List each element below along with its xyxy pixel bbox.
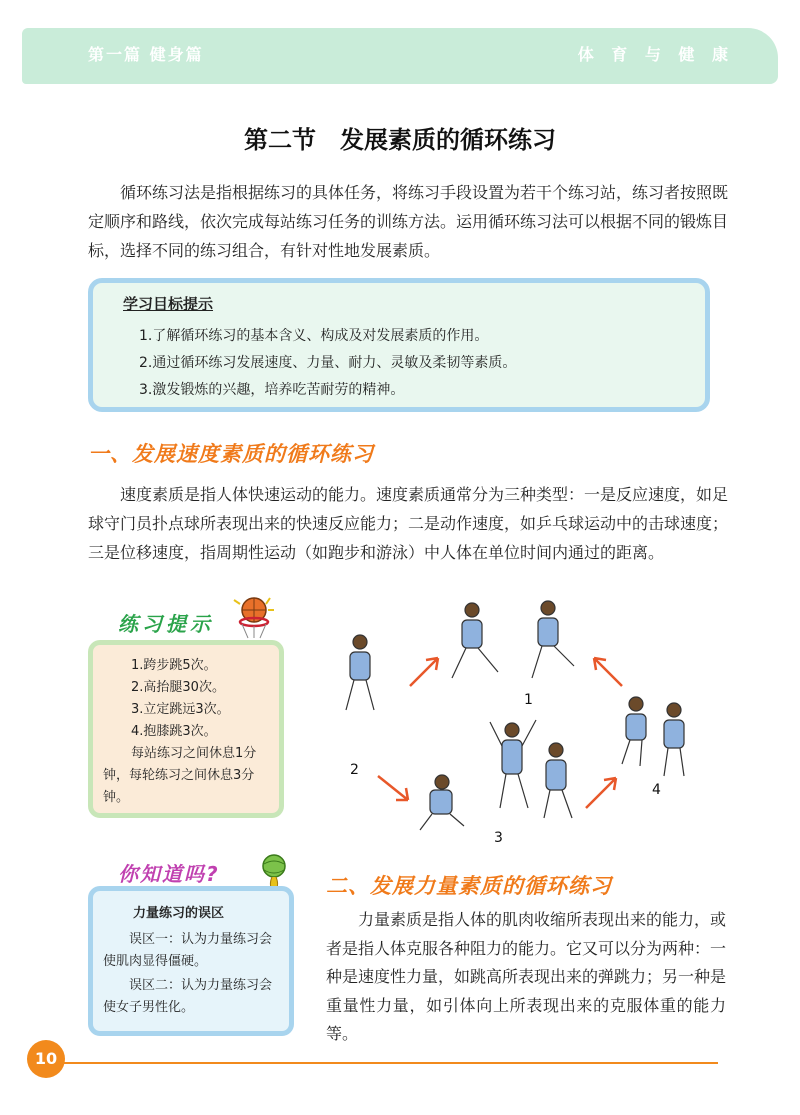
goal-item: 2.通过循环练习发展速度、力量、耐力、灵敏及柔韧等素质。 bbox=[139, 355, 517, 371]
speed-paragraph: 速度素质是指人体快速运动的能力。速度素质通常分为三种类型：一是反应速度，如足球守门员扑点球所表现出来的快速反应能力；二是动作速度，如乒乓球运动中的击球速度；三是位移速度，指周期性运动（如跑步和游泳）中人体在单位时间内通过的距离。 bbox=[88, 485, 729, 562]
station-label: 3 bbox=[494, 830, 503, 846]
header-banner bbox=[22, 28, 778, 84]
practice-tips-box bbox=[88, 640, 284, 818]
tip-item: 3.立定跳远3次。 bbox=[131, 702, 230, 717]
arrow-icon bbox=[378, 776, 408, 800]
did-you-know-title: 你知道吗? bbox=[118, 862, 220, 886]
tip-item: 2.高抬腿30次。 bbox=[131, 680, 225, 695]
jumper-figure bbox=[664, 703, 684, 776]
misconception-heading: 力量练习的误区 bbox=[133, 906, 225, 921]
jumper-figure bbox=[622, 697, 646, 766]
learning-goals-title: 学习目标提示 bbox=[123, 295, 214, 313]
strength-paragraph: 力量素质是指人体的肌肉收缩所表现出来的能力，或者是指人体克服各种阻力的能力。它又可以分为两种：一种是速度性力量，如跳高所表现出来的弹跳力；另一种是重量性力量，如引体向上所表现出来的克服体重的能力等。 bbox=[326, 910, 727, 1043]
station-label: 2 bbox=[350, 762, 359, 778]
learning-goals-list bbox=[139, 323, 516, 404]
practice-tips-title: 练习提示 bbox=[118, 612, 214, 636]
jumper-figure bbox=[544, 743, 572, 818]
tip-rest-note: 每站练习之间休息1分钟，每轮练习之间休息3分钟。 bbox=[103, 746, 257, 805]
tip-item: 4.抱膝跳3次。 bbox=[131, 724, 217, 739]
jumper-figure bbox=[490, 720, 536, 808]
footer-rule bbox=[64, 1062, 718, 1064]
goal-item: 3.激发锻炼的兴趣，培养吃苦耐劳的精神。 bbox=[139, 382, 405, 398]
jumper-figure bbox=[532, 601, 574, 678]
header-book-title: 体 育 与 健 康 bbox=[577, 45, 734, 64]
station-label: 4 bbox=[652, 782, 661, 798]
jumper-figure bbox=[452, 603, 498, 678]
header-part-title: 第一篇 健身篇 bbox=[88, 45, 204, 64]
circuit-training-figure bbox=[322, 586, 722, 846]
section-heading-speed: 一、发展速度素质的循环练习 bbox=[88, 442, 374, 466]
jumper-figures bbox=[346, 601, 684, 830]
tip-item: 1.跨步跳5次。 bbox=[131, 658, 217, 673]
arrow-icon bbox=[586, 778, 616, 808]
practice-tips-list bbox=[103, 655, 279, 809]
basketball-hoop-icon bbox=[228, 594, 280, 640]
arrow-icon bbox=[410, 658, 438, 686]
intro-paragraph: 循环练习法是指根据练习的具体任务，将练习手段设置为若干个练习站，练习者按照既定顺序和路线，依次完成每站练习任务的训练方法。运用循环练习法可以根据不同的锻炼目标，选择不同的练习组合，有针对性地发展素质。 bbox=[88, 183, 729, 260]
arrow-icon bbox=[594, 658, 622, 686]
station-label: 1 bbox=[524, 692, 533, 708]
goal-item: 1.了解循环练习的基本含义、构成及对发展素质的作用。 bbox=[139, 328, 489, 344]
page-title: 第二节 发展素质的循环练习 bbox=[244, 125, 556, 154]
page-number: 10 bbox=[27, 1040, 65, 1078]
misconception-item: 误区一：认为力量练习会使肌肉显得僵硬。 bbox=[103, 932, 273, 969]
route-arrows bbox=[378, 658, 622, 808]
did-you-know-box bbox=[88, 886, 294, 1036]
jumper-figure bbox=[420, 775, 464, 830]
learning-goals-box bbox=[88, 278, 710, 412]
section-heading-strength: 二、发展力量素质的循环练习 bbox=[326, 874, 612, 898]
jumper-figure bbox=[346, 635, 374, 710]
misconception-item: 误区二：认为力量练习会使女子男性化。 bbox=[103, 978, 273, 1015]
